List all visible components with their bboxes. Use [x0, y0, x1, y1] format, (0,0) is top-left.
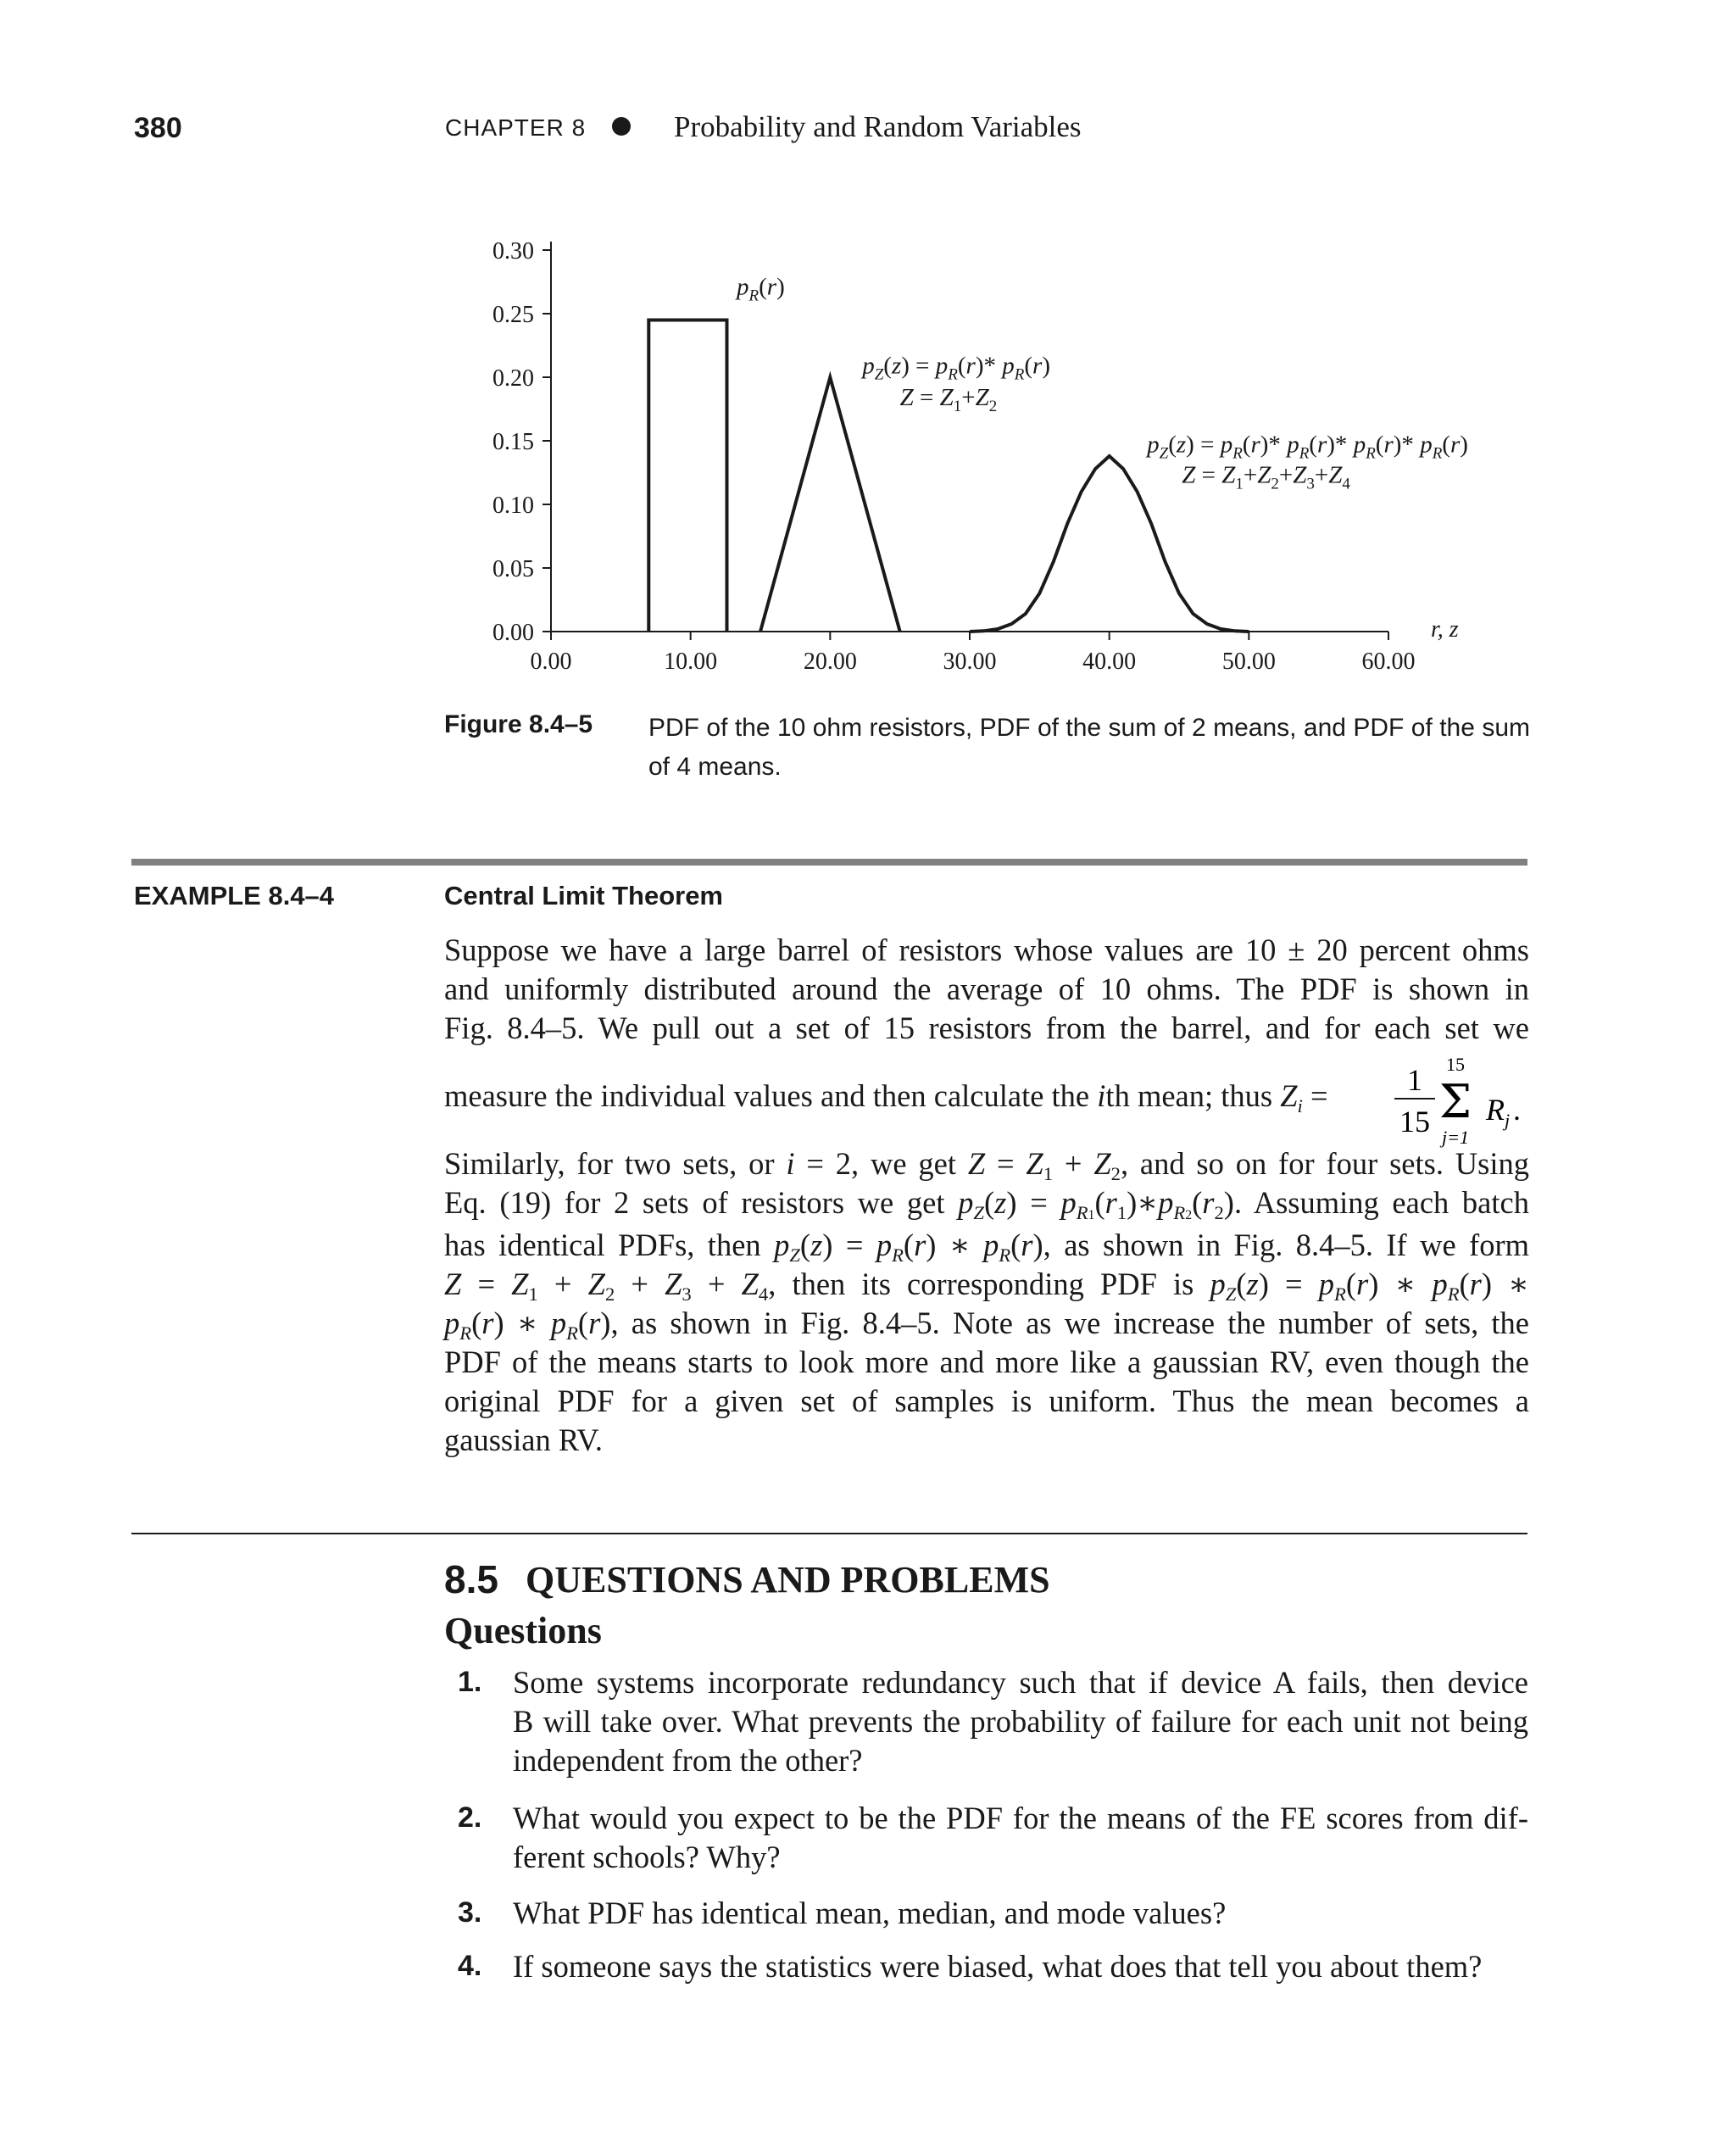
- sigma-icon: Σ: [1438, 1075, 1472, 1128]
- y-axis-ticks: [492, 238, 551, 646]
- example-line-2: and uniformly distributed around the average of 10 ohms. The PDF is shown in: [444, 972, 1529, 1006]
- y-tick-label: 0.10: [492, 493, 534, 519]
- header-bullet-icon: [612, 117, 631, 136]
- annotation-conv4-sum: $Z = Z_1+Z_2+Z_3+Z_4$: [1182, 461, 1350, 493]
- figure-caption: PDF of the 10 ohm resistors, PDF of the sum of 2 means, and PDF of the sum of 4 means.: [648, 714, 1530, 781]
- question-2-line-1: What would you expect to be the PDF for the means of the FE scores from dif-: [513, 1801, 1528, 1835]
- y-tick-label: 0.00: [492, 620, 534, 646]
- example-line-10: PDF of the means starts to look more and more like a gaussian RV, even though the: [444, 1345, 1529, 1379]
- question-1-line-1: Some systems incorporate redundancy such that if device A fails, then device: [513, 1665, 1528, 1700]
- y-tick-label: 0.05: [492, 556, 534, 582]
- svg-text:j: j: [1505, 1110, 1511, 1131]
- x-axis-label: r, z: [1431, 616, 1459, 643]
- x-tick-label: 40.00: [1082, 649, 1137, 675]
- y-tick-label: 0.30: [492, 238, 534, 264]
- x-tick-label: 30.00: [943, 649, 997, 675]
- chapter-label: CHAPTER 8: [445, 114, 587, 141]
- x-tick-label: 50.00: [1221, 649, 1276, 675]
- sum-numerator: 1: [1407, 1063, 1422, 1097]
- x-axis-ticks: [531, 616, 1459, 675]
- question-3-number: 3.: [458, 1896, 482, 1929]
- chapter-title: Probability and Random Variables: [674, 110, 1082, 143]
- sum-lower-limit: j=1: [1442, 1127, 1469, 1148]
- sum-denominator: 15: [1399, 1105, 1430, 1139]
- question-4-number: 4.: [458, 1950, 482, 1982]
- question-3-line-1: What PDF has identical mean, median, and mode values?: [513, 1896, 1227, 1930]
- sum-2-pdf-line: [760, 377, 900, 632]
- example-line-12: gaussian RV.: [444, 1422, 604, 1457]
- sum-upper-limit: 15: [1446, 1054, 1465, 1075]
- example-title: Central Limit Theorem: [444, 881, 723, 910]
- uniform-pdf-line: [648, 320, 726, 632]
- example-divider: [131, 859, 1527, 866]
- example-line-6: Eq. (19) for 2 sets of resistors we get $p_Z(z)$ = $p_{R1}(r_1)∗p_{R2}(r_2)$. Assuming each batch: [444, 1185, 1529, 1224]
- figure-label: Figure 8.4–5: [444, 710, 593, 738]
- svg-text:.: .: [1513, 1093, 1521, 1127]
- question-2-number: 2.: [458, 1801, 482, 1834]
- x-tick-label: 0.00: [530, 649, 572, 675]
- section-number: 8.5: [444, 1557, 498, 1601]
- question-1-line-3: independent from the other?: [513, 1743, 863, 1778]
- example-line-11: original PDF for a given set of samples is uniform. Thus the mean becomes a: [444, 1383, 1529, 1418]
- chart-annotations: [735, 274, 1468, 493]
- pdf-chart: [458, 225, 1500, 699]
- question-1-line-2: B will take over. What prevents the probability of failure for each unit not being: [513, 1704, 1528, 1739]
- y-tick-label: 0.20: [492, 365, 534, 392]
- question-2-line-2: ferent schools? Why?: [513, 1840, 781, 1874]
- example-line-9: $p_R(r)$ ∗ $p_R(r)$, as shown in Fig. 8.4–5. Note as we increase the number of sets, the: [444, 1306, 1529, 1345]
- page-number: 380: [134, 112, 182, 144]
- example-line-7: has identical PDFs, then $p_Z(z) = p_R(r)$ ∗ $p_R(r)$, as shown in Fig. 8.4–5. If we form: [444, 1228, 1530, 1267]
- y-tick-label: 0.25: [492, 302, 534, 328]
- svg-text:R: R: [1486, 1093, 1505, 1127]
- questions-heading: Questions: [444, 1610, 602, 1651]
- annotation-conv2-eq: $p_Z(z) = p_R(r)*$ $p_R(r)$: [862, 352, 1051, 384]
- example-line-3: Fig. 8.4–5. We pull out a set of 15 resistors from the barrel, and for each set we: [444, 1010, 1529, 1045]
- x-tick-label: 60.00: [1361, 649, 1416, 675]
- example-label: EXAMPLE 8.4–4: [134, 881, 335, 910]
- annotation-conv4-eq: $p_Z(z) = p_R(r)*$ $p_R(r)*$ $p_R(r)*$ $p_R(r)$: [1147, 431, 1468, 463]
- example-line-5: Similarly, for two sets, or i = 2, we get $Z = Z_1 + Z_2$, and so on for four sets. Using: [444, 1146, 1530, 1185]
- x-tick-label: 10.00: [664, 649, 718, 675]
- annotation-pr: $p_R(r)$: [737, 273, 785, 305]
- example-line-1: Suppose we have a large barrel of resistors whose values are 10 ± 20 percent ohms: [444, 933, 1529, 967]
- question-1-number: 1.: [458, 1666, 482, 1698]
- section-divider: [131, 1533, 1527, 1534]
- section-title: QUESTIONS AND PROBLEMS: [526, 1559, 1050, 1601]
- x-tick-label: 20.00: [803, 649, 857, 675]
- example-line-8: $Z = Z_1 + Z_2 + Z_3 + Z_4$, then its corresponding PDF is $p_Z(z) = p_R(r)$ ∗ $p_R(r)$ ∗: [444, 1267, 1529, 1306]
- annotation-conv2-sum: $Z = Z_1+Z_2$: [899, 384, 998, 415]
- question-4-line-1: If someone says the statistics were biased, what does that tell you about them?: [513, 1949, 1483, 1984]
- example-line-4: measure the individual values and then calculate the ith mean; thus $Z_i$ =: [444, 1078, 1328, 1117]
- y-tick-label: 0.15: [492, 429, 534, 455]
- summation-formula: [1394, 1054, 1538, 1149]
